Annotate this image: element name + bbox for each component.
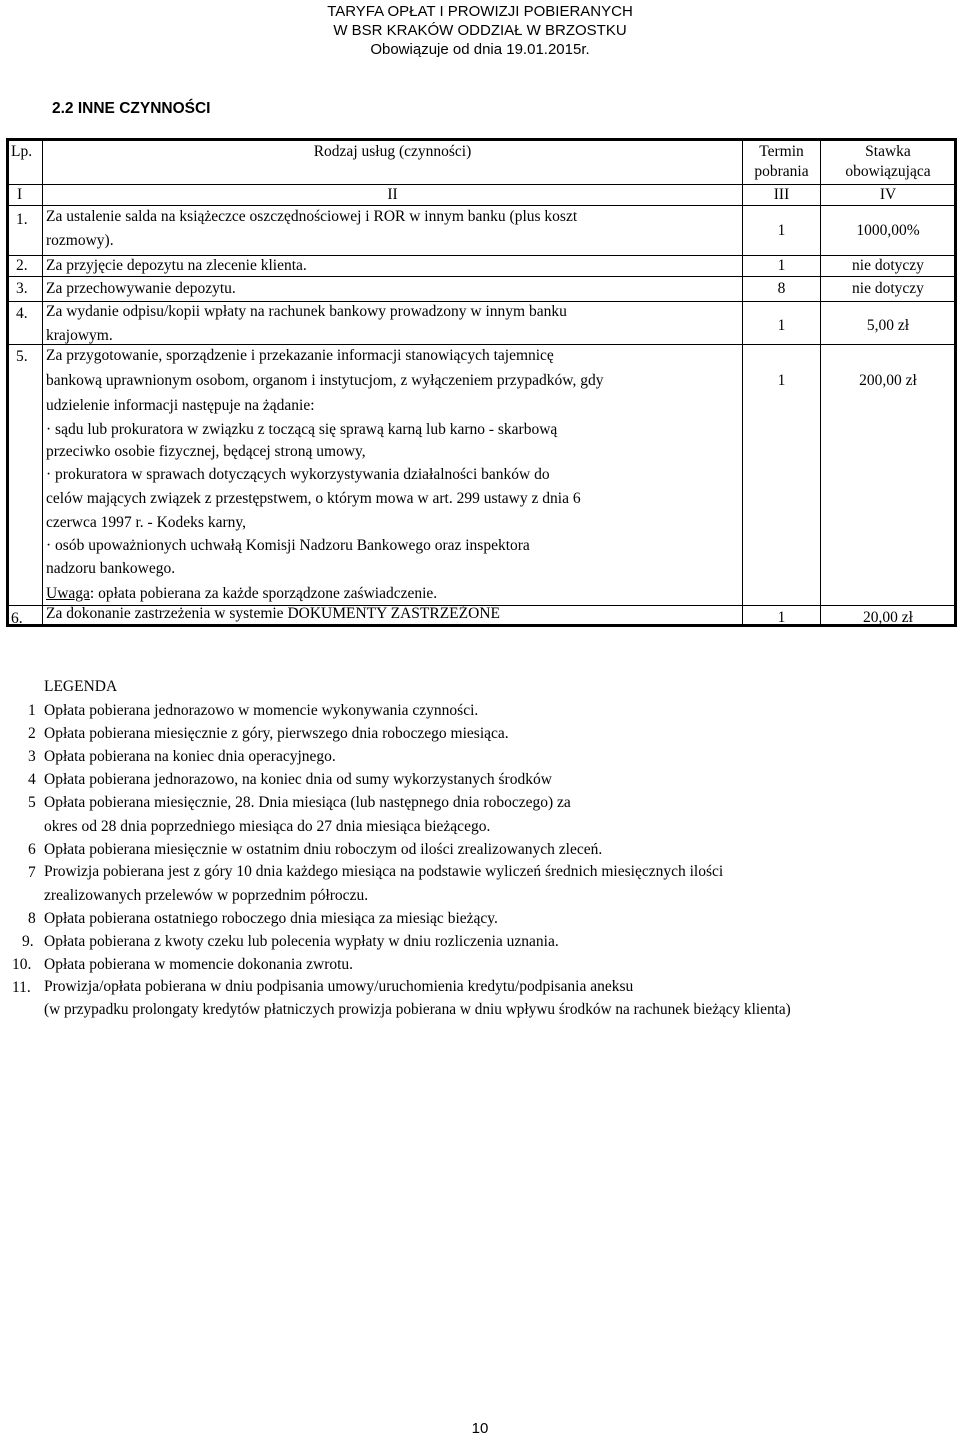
row-termin: 1 <box>777 372 786 389</box>
col-header-stawka-2: obowiązująca <box>845 163 931 180</box>
row-description: Za przygotowanie, sporządzenie i przekazanie informacji stanowiących tajemnicę <box>46 347 554 364</box>
legend-item-number: 2 <box>28 725 36 742</box>
legend-item-number: 4 <box>28 771 36 788</box>
row-description: Za dokonanie zastrzeżenia w systemie DOKUMENTY ZASTRZEŻONE <box>46 605 500 622</box>
legend-item-text: Opłata pobierana na koniec dnia operacyjnego. <box>44 748 336 765</box>
row-description: Za wydanie odpisu/kopii wpłaty na rachunek bankowy prowadzony w innym banku <box>46 303 567 320</box>
row-description: Za przyjęcie depozytu na zlecenie klienta. <box>46 257 307 274</box>
legend-item-text: Prowizja pobierana jest z góry 10 dnia każdego miesiąca na podstawie wyliczeń średnich miesięcznych ilości <box>44 863 724 880</box>
row-description: Za ustalenie salda na książeczce oszczędnościowej i ROR w innym banku (plus koszt <box>46 208 578 225</box>
roman-col-3: III <box>773 186 790 203</box>
fee-table <box>6 138 957 627</box>
row-divider <box>9 205 954 206</box>
doc-title-line-2: W BSR KRAKÓW ODDZIAŁ W BRZOSTKU <box>333 22 627 39</box>
legend-item-number: 8 <box>28 910 36 927</box>
row-description: rozmowy). <box>46 232 114 249</box>
row-description: · prokuratora w sprawach dotyczących wykorzystywania działalności banków do <box>46 466 550 483</box>
legend-item-number: 11. <box>12 979 31 996</box>
row-stawka: 20,00 zł <box>863 609 913 626</box>
section-title: 2.2 INNE CZYNNOŚCI <box>52 100 211 117</box>
legend-item-number: 10. <box>12 956 32 973</box>
row-description: Za przechowywanie depozytu. <box>46 280 236 297</box>
legend-item-text: Opłata pobierana jednorazowo, na koniec dnia od sumy wykorzystanych środków <box>44 771 552 788</box>
legend-item-number: 5 <box>28 794 36 811</box>
row-lp: 6. <box>11 610 23 627</box>
row-stawka: 1000,00% <box>856 222 920 239</box>
col-header-lp: Lp. <box>11 143 33 160</box>
legend-item-text: Opłata pobierana miesięcznie, 28. Dnia miesiąca (lub następnego dnia roboczego) za <box>44 794 571 811</box>
row-description: bankową uprawnionym osobom, organom i instytucjom, z wyłączeniem przypadków, gdy <box>46 372 604 389</box>
row-termin: 1 <box>777 317 786 334</box>
row-lp: 3. <box>16 280 28 297</box>
row-termin: 1 <box>777 609 786 626</box>
legend-title: LEGENDA <box>44 678 118 695</box>
row-lp: 2. <box>16 257 28 274</box>
row-divider <box>9 344 954 345</box>
legend-item-text: Opłata pobierana miesięcznie z góry, pierwszego dnia roboczego miesiąca. <box>44 725 509 742</box>
row-description: · osób upoważnionych uchwałą Komisji Nadzoru Bankowego oraz inspektora <box>46 537 530 554</box>
col-header-termin: Termin <box>759 143 804 160</box>
row-description: krajowym. <box>46 327 113 344</box>
row-lp: 4. <box>16 305 28 322</box>
legend-item-text: Opłata pobierana jednorazowo w momencie wykonywania czynności. <box>44 702 479 719</box>
legend-item-text: Opłata pobierana z kwoty czeku lub polecenia wypłaty w dniu rozliczenia uznania. <box>44 933 559 950</box>
legend-item-text: Opłata pobierana ostatniego roboczego dnia miesiąca za miesiąc bieżący. <box>44 910 498 927</box>
row-lp: 5. <box>16 348 28 365</box>
legend-item-number: 9. <box>22 933 34 950</box>
note-text: : opłata pobierana za każde sporządzone zaświadczenie. <box>89 585 438 602</box>
legend-item-number: 1 <box>28 702 36 719</box>
row-description: nadzoru bankowego. <box>46 560 176 577</box>
doc-title-line-1: TARYFA OPŁAT I PROWIZJI POBIERANYCH <box>327 3 633 20</box>
row-description: udzielenie informacji następuje na żądanie: <box>46 397 315 414</box>
doc-valid-from: Obowiązuje od dnia 19.01.2015r. <box>370 41 590 58</box>
legend-item-number: 6 <box>28 841 36 858</box>
row-termin: 8 <box>777 280 786 297</box>
row-termin: 1 <box>777 257 786 274</box>
col-header-stawka: Stawka <box>865 143 911 160</box>
legend-item-number: 7 <box>28 864 36 881</box>
legend-item-text: okres od 28 dnia poprzedniego miesiąca do 27 dnia miesiąca bieżącego. <box>44 818 491 835</box>
row-lp: 1. <box>16 211 28 228</box>
legend-item-text: Opłata pobierana w momencie dokonania zwrotu. <box>44 956 354 973</box>
roman-col-2: II <box>387 186 398 203</box>
row-stawka: nie dotyczy <box>852 257 924 274</box>
row-description: przeciwko osobie fizycznej, będącej stroną umowy, <box>46 443 366 460</box>
row-stawka: 5,00 zł <box>866 317 910 334</box>
row-description: · sądu lub prokuratora w związku z toczącą się sprawą karną lub karno - skarbową <box>46 421 558 438</box>
row-stawka: nie dotyczy <box>852 280 924 297</box>
row-stawka: 200,00 zł <box>859 372 917 389</box>
legend-item-text: Prowizja/opłata pobierana w dniu podpisania umowy/uruchomienia kredytu/podpisania aneksu <box>44 978 634 995</box>
legend-item-text: (w przypadku prolongaty kredytów płatniczych prowizja pobierana w dniu wpływu środków na rachunek bieżący klienta) <box>44 1001 791 1018</box>
col-header-rodzaj: Rodzaj usług (czynności) <box>313 143 472 160</box>
col-divider <box>42 141 43 624</box>
col-header-termin-2: pobrania <box>754 163 809 180</box>
roman-col-1: I <box>17 186 23 203</box>
legend-item-text: Opłata pobierana miesięcznie w ostatnim dniu roboczym od ilości zrealizowanych zleceń. <box>44 841 603 858</box>
note-label: Uwaga <box>46 585 90 602</box>
row-description: czerwca 1997 r. - Kodeks karny, <box>46 514 246 531</box>
legend-item-number: 3 <box>28 748 36 765</box>
row-description: celów mających związek z przestępstwem, o którym mowa w art. 299 ustawy z dnia 6 <box>46 490 581 507</box>
page-number: 10 <box>471 1420 489 1437</box>
legend-item-text: zrealizowanych przelewów w poprzednim półroczu. <box>44 887 369 904</box>
row-divider <box>9 276 954 277</box>
roman-col-4: IV <box>879 186 897 203</box>
row-note <box>46 584 437 604</box>
row-termin: 1 <box>777 222 786 239</box>
